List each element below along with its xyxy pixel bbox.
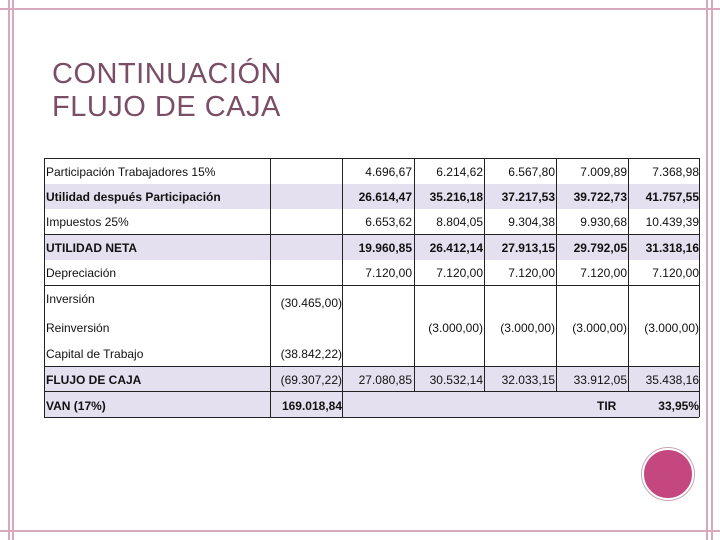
cell-year-5: 7.368,98 — [652, 165, 699, 179]
table-row-van-tir — [44, 391, 699, 418]
table-border-year0-column — [342, 158, 343, 417]
cell-year-2: 30.532,14 — [429, 373, 483, 387]
row-label: Utilidad después Participación — [46, 190, 221, 204]
row-label: Reinversión — [46, 321, 110, 335]
table-row-participacion — [44, 158, 699, 184]
cell-year-3: 32.033,15 — [501, 373, 555, 387]
cell-year-3: 9.304,38 — [508, 215, 555, 229]
row-label: Impuestos 25% — [46, 215, 129, 229]
tir-label: TIR — [597, 399, 617, 413]
cell-year-5: 7.120,00 — [652, 266, 699, 280]
table-row-depreciacion — [44, 260, 699, 285]
cell-year-5: (3.000,00) — [644, 321, 699, 335]
cell-year-2: 8.804,05 — [436, 215, 483, 229]
table-row-flujo-caja — [44, 366, 699, 392]
row-label: Participación Trabajadores 15% — [46, 165, 216, 179]
cell-year-3: 6.567,80 — [508, 165, 555, 179]
table-row-utilidad-neta — [44, 234, 699, 260]
cell-year-5: 35.438,16 — [645, 373, 699, 387]
cell-year-3: 27.913,15 — [501, 241, 555, 255]
table-border-left — [44, 158, 45, 417]
frame-line-left — [8, 0, 10, 540]
cell-year-4: 7.009,89 — [580, 165, 627, 179]
table-border-year2-column — [484, 158, 485, 391]
table-border-year1-column — [414, 158, 415, 391]
table-row-reinversion — [44, 311, 699, 336]
van-value: 169.018,84 — [281, 399, 342, 413]
cell-year-5: 10.439,39 — [645, 215, 699, 229]
slide-title-line-1: CONTINUACIÓN — [52, 58, 282, 90]
table-border-right — [699, 158, 700, 417]
cell-year-5: 41.757,55 — [645, 190, 699, 204]
cell-year-1: 27.080,85 — [358, 373, 412, 387]
cell-year-0: (69.307,22) — [280, 373, 342, 387]
row-label: FLUJO DE CAJA — [46, 373, 142, 387]
table-row-capital-trabajo — [44, 338, 699, 363]
cell-year-4: 29.792,05 — [573, 241, 627, 255]
cell-year-0: (30.465,00) — [280, 296, 342, 310]
row-label: Inversión — [46, 292, 95, 306]
van-label: VAN (17%) — [46, 399, 106, 413]
table-border-year3-column — [556, 158, 557, 391]
cell-year-2: 7.120,00 — [436, 266, 483, 280]
row-label: UTILIDAD NETA — [46, 241, 138, 255]
cell-year-3: (3.000,00) — [500, 321, 555, 335]
cell-year-2: (3.000,00) — [428, 321, 483, 335]
row-label: Capital de Trabajo — [46, 347, 144, 361]
cell-year-4: 39.722,73 — [573, 190, 627, 204]
decorative-circle — [642, 448, 694, 500]
cell-year-2: 6.214,62 — [436, 165, 483, 179]
cell-year-4: (3.000,00) — [572, 321, 627, 335]
cell-year-3: 37.217,53 — [501, 190, 555, 204]
cell-year-0: (38.842,22) — [280, 347, 342, 361]
frame-line-right — [706, 0, 708, 540]
cell-year-4: 9.930,68 — [580, 215, 627, 229]
cell-year-1: 19.960,85 — [358, 241, 412, 255]
frame-line-right-inner — [711, 0, 713, 540]
frame-line-left-inner — [12, 0, 14, 540]
slide-title — [52, 58, 282, 124]
cell-year-1: 4.696,67 — [365, 165, 412, 179]
cell-year-5: 31.318,16 — [645, 241, 699, 255]
table-border-label-column — [270, 158, 271, 417]
table-row-impuestos — [44, 209, 699, 234]
cell-year-2: 35.216,18 — [429, 190, 483, 204]
frame-line-top — [0, 8, 720, 10]
cell-year-4: 33.912,05 — [573, 373, 627, 387]
slide-title-line-2: FLUJO DE CAJA — [52, 91, 281, 123]
cell-year-3: 7.120,00 — [508, 266, 555, 280]
table-row-utilidad-despues — [44, 184, 699, 209]
table-row-inversion — [44, 285, 699, 311]
cell-year-4: 7.120,00 — [580, 266, 627, 280]
frame-line-bottom — [0, 530, 720, 532]
tir-value: 33,95% — [658, 399, 699, 413]
cell-year-1: 6.653,62 — [365, 215, 412, 229]
cell-year-1: 26.614,47 — [358, 190, 412, 204]
cell-year-2: 26.412,14 — [429, 241, 483, 255]
table-border-year4-column — [628, 158, 629, 391]
cell-year-1: 7.120,00 — [365, 266, 412, 280]
row-label: Depreciación — [46, 266, 117, 280]
